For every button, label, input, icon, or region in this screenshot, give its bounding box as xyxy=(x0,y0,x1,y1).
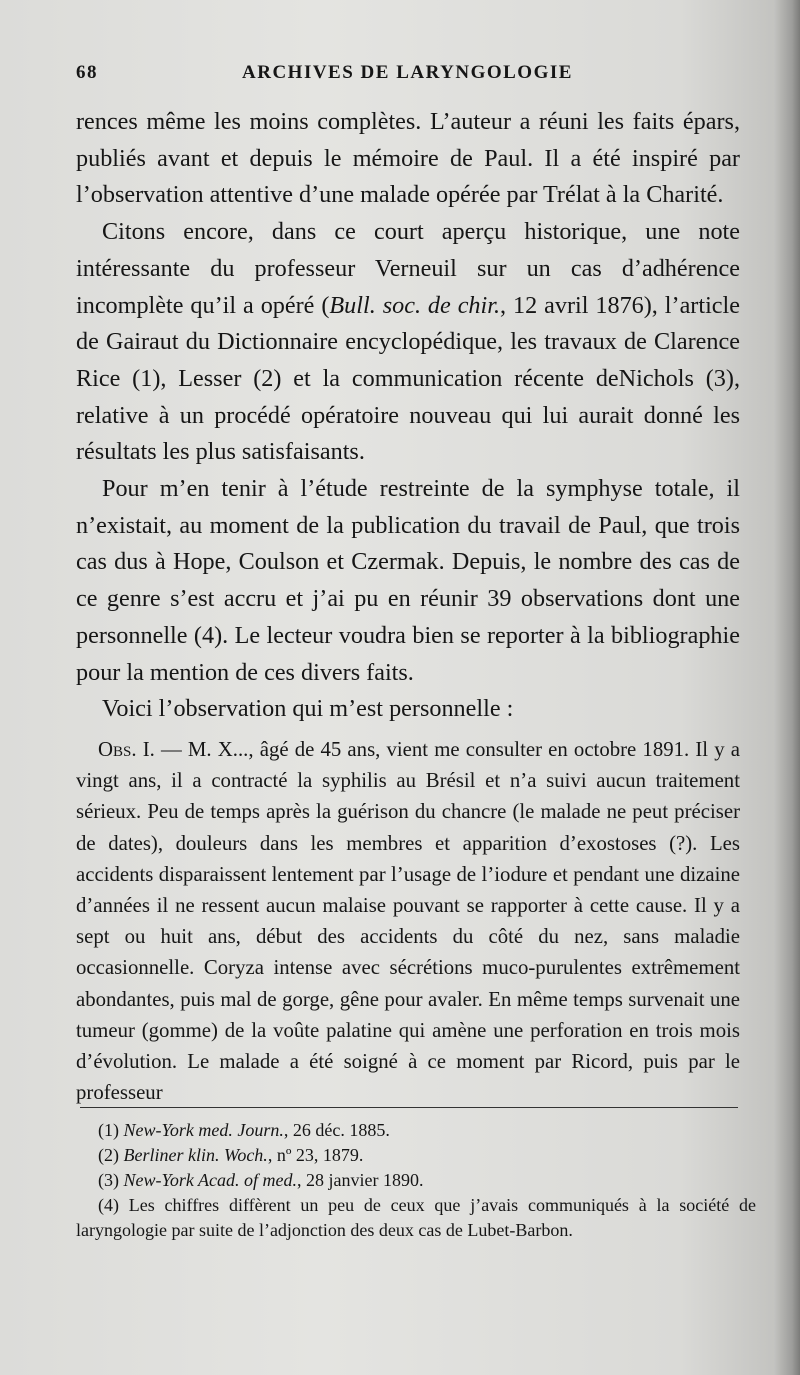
footnote-2 xyxy=(76,1143,756,1168)
footnote-2-number: (2) xyxy=(98,1145,124,1165)
footnote-3-title: New-York Acad. of med. xyxy=(123,1170,297,1190)
footnote-4: (4) Les chiffres diffèrent un peu de ceux que j’avais communiqués à la société de laryngologie par suite de l’adjonction des deux cas de Lubet-Barbon. xyxy=(76,1195,756,1240)
observation-block xyxy=(76,734,740,1108)
footnote-2-title: Berliner klin. Woch. xyxy=(123,1145,268,1165)
observation-paragraph xyxy=(76,734,740,1108)
observation-text: , âgé de 45 ans, vient me consulter en octobre 1891. Il y a vingt ans, il a contracté la syphilis au Brésil et n’a suivi aucun traitement sérieux. Peu de temps après la guérison du chancre (le malade ne peut préciser de dates), douleurs dans les membres et apparition d’exostoses (?). Les accidents disparaissent lentement par l’usage de l’iodure et pendant une dizaine d’années il ne ressent aucun malaise pouvant se rapporter à cette cause. Il y a sept ou huit ans, début des accidents du côté du nez, sans maladie occasionnelle. Coryza intense avec sécrétions muco-purulentes extrêmement abondantes, puis mal de gorge, gêne pour avaler. En même temps survenait une tumeur (gomme) de la voûte palatine qui amène une perforation en trois mois d’évolution. Le malade a été soigné à ce moment par Ricord, puis par le professeur xyxy=(76,738,740,1105)
observation-label: Obs. I. — M. X... xyxy=(98,738,249,761)
footnote-3 xyxy=(76,1168,756,1193)
citation-bull-soc-chir: Bull. soc. de chir. xyxy=(329,291,501,319)
footnote-divider xyxy=(80,1107,738,1108)
page-header xyxy=(76,62,756,92)
paragraph-4: Voici l’observation qui m’est personnelle : xyxy=(102,695,514,723)
footnote-1 xyxy=(76,1118,756,1143)
footnote-2-rest: , nº 23, 1879. xyxy=(267,1145,364,1165)
footnotes xyxy=(76,1118,756,1243)
paragraph-2-end: , 12 avril 1876), l’article de Gairaut du Dictionnaire encyclopédique, les travaux de Clarence Rice (1), Lesser (2) et la communication récente deNichols (3), relative à un procédé opératoire nouveau qui lui aurait donné les résultats les plus satisfaisants. xyxy=(76,291,740,466)
page-edge-shadow xyxy=(774,0,800,1375)
footnote-1-rest: , 26 déc. 1885. xyxy=(283,1120,390,1140)
paragraph-2-start: Citons encore, dans ce court aperçu historique, une note intéressante du professeur Verneuil sur un cas d’adhérence incomplète qu’il a opéré ( xyxy=(76,218,740,319)
page-number: 68 xyxy=(76,62,98,83)
footnote-1-number: (1) xyxy=(98,1120,124,1140)
paragraph-3: Pour m’en tenir à l’étude restreinte de la symphyse totale, il n’existait, au moment de la publication du travail de Paul, que trois cas dus à Hope, Coulson et Czermak. Depuis, le nombre des cas de ce genre s’est accru et j’ai pu en réunir 39 observations dont une personnelle (4). Le lecteur voudra bien se reporter à la bibliographie pour la mention de ces divers faits. xyxy=(76,475,740,686)
main-text xyxy=(76,104,740,728)
paragraph-2 xyxy=(76,214,740,471)
paragraph-1: rences même les moins complètes. L’auteur a réuni les faits épars, publiés avant et depuis le mémoire de Paul. Il a été inspiré par l’observation attentive d’une malade opérée par Trélat à la Charité. xyxy=(76,108,740,209)
footnote-3-number: (3) xyxy=(98,1170,124,1190)
footnote-1-title: New-York med. Journ. xyxy=(123,1120,284,1140)
footnote-3-rest: , 28 janvier 1890. xyxy=(297,1170,424,1190)
running-title: ARCHIVES DE LARYNGOLOGIE xyxy=(242,62,573,83)
